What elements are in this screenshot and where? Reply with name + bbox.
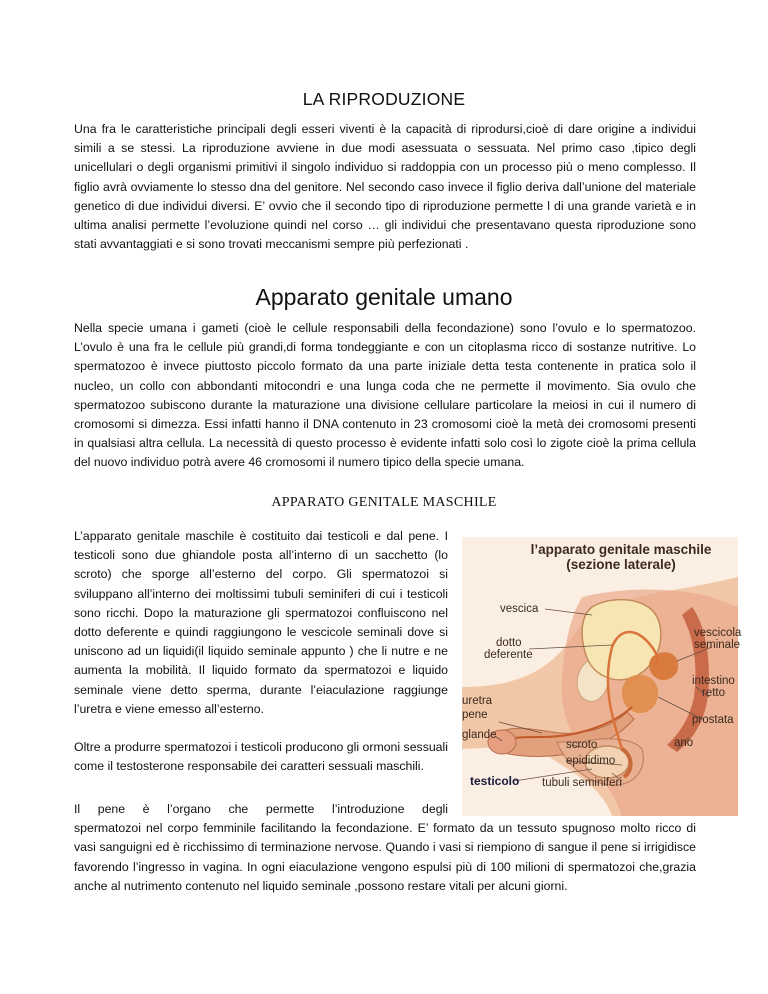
label-epididimo: epididimo (566, 755, 616, 767)
label-uretra: uretra (462, 695, 493, 707)
label-pene: pene (462, 709, 488, 721)
label-scroto: scroto (566, 739, 598, 751)
label-vescicola-2: seminale (694, 639, 741, 651)
label-ano: ano (674, 737, 694, 749)
label-testicolo: testicolo (470, 774, 520, 788)
label-dotto-2: deferente (484, 649, 533, 661)
label-dotto-1: dotto (496, 637, 522, 649)
subsection-heading: APPARATO GENITALE MASCHILE (271, 495, 497, 510)
section-paragraph: Nella specie umana i gameti (cioè le cellule responsabili della fecondazione) sono l’ovulo e lo spermatozoo. L’ovulo è una fra le cellule più grandi,di forma tondeggiante e con un citoplasma ricco di sostanze nutritive. Lo spermatozoo è invece piuttosto piccolo formato da una parte iniziale detta testa contenente in pratica solo il nucleo, un collo con abbondanti mitocondri e una lunga coda che ne permette il movimento. Sia ovulo che spermatozoo subiscono durante la maturazione una divisione cellulare particolare la meiosi in cui il numero di cromosomi si dimezza. Essi infatti hanno il DNA contenuto in 23 cromosomi cioè la metà dei cromosomi presenti in qualsiasi altra cellula. La necessità di questo processo è evidente infatti solo così lo zigote cioè la prima cellula del nuovo individuo potrà avere 46 cromosomi il numero tipico della specie umana. (74, 321, 696, 470)
intro-paragraph: Una fra le caratteristiche principali degli esseri viventi è la capacità di riprodursi,cioè di dare origine a individui simili a se stessi. La riproduzione avviene in due modi asessuata o sessuata. Nel primo caso ,tipico degli unicellulari o degli organismi primitivi il singolo individuo si raddoppia con un processo più o meno complesso. Il figlio avrà ovviamente lo stesso dna del genitore. Nel secondo caso invece il figlio deriva dall’unione del materiale genetico di due individui diversi. E’ ovvio che il secondo tipo di riproduzione permette l di una grande varietà e in ultima analisi permette l’evoluzione quindi nel corso … gli individui che presentavano questa riproduzione sono stati avvantaggiati e si sono trovati meccanismi sempre più perfezionati . (74, 122, 696, 252)
label-vescica: vescica (500, 603, 539, 615)
label-intestino-1: intestino (692, 675, 735, 687)
anatomy-figure (462, 537, 742, 816)
label-vescicola-1: vescicola (694, 627, 742, 639)
prostate (622, 675, 658, 713)
section-heading: Apparato genitale umano (255, 284, 513, 310)
label-prostata: prostata (692, 714, 734, 726)
male-paragraph-2: Oltre a produrre spermatozoi i testicoli producono gli ormoni sessuali come il testosterone responsabile dei caratteri sessuali maschili. (74, 740, 448, 774)
page-title: LA RIPRODUZIONE (302, 89, 466, 109)
male-paragraph-1: L’apparato genitale maschile è costituito dai testicoli e dal pene. I testicoli sono due ghiandole posta all’interno di un sacchetto (lo scroto) che sporge all’esterno del corpo. Gli spermatozoi si sviluppano all’interno dei moltissimi tubuli seminiferi di cui i testicoli sono ricchi. Dopo la maturazione gli spermatozoi confluiscono nel dotto deferente e quindi raggiungono le vescicole seminali dove si uniscono ad un liquidi(il liquido seminale appunto ) che li nutre e ne aumenta la mobilità. Il liquido formato da spermatozoi e liquido seminale viene detto sperma, durante l’eiaculazione raggiunge l’uretra e viene emesso all’esterno. (74, 529, 448, 716)
male-paragraph-3-rest: spermatozoi nel corpo femminile facilitando la fecondazione. E’ formato da un tessuto spugnoso molto ricco di vasi sanguigni ed è ricchissimo di terminazione nervose. Quando i vasi si riempiono di sangue il pene si irrigidisce favorendo l’ingresso in vagina. In ogni eiaculazione vengono espulsi più di 100 milioni di spermatozoi che,grazia anche al nutrimento contenuto nel liquido seminale ,possono restare vitali per alcuni giorni. (74, 821, 696, 893)
label-tubuli: tubuli seminiferi (542, 777, 622, 789)
figure-title (508, 542, 734, 572)
figure-title-line1: l’apparato genitale maschile (530, 542, 712, 557)
label-intestino-2: retto (702, 687, 726, 699)
figure-title-line2: (sezione laterale) (566, 557, 676, 572)
label-glande: glande (462, 729, 497, 741)
male-paragraph-3-line1: Il pene è l’organo che permette l’introduzione degli (74, 802, 448, 816)
